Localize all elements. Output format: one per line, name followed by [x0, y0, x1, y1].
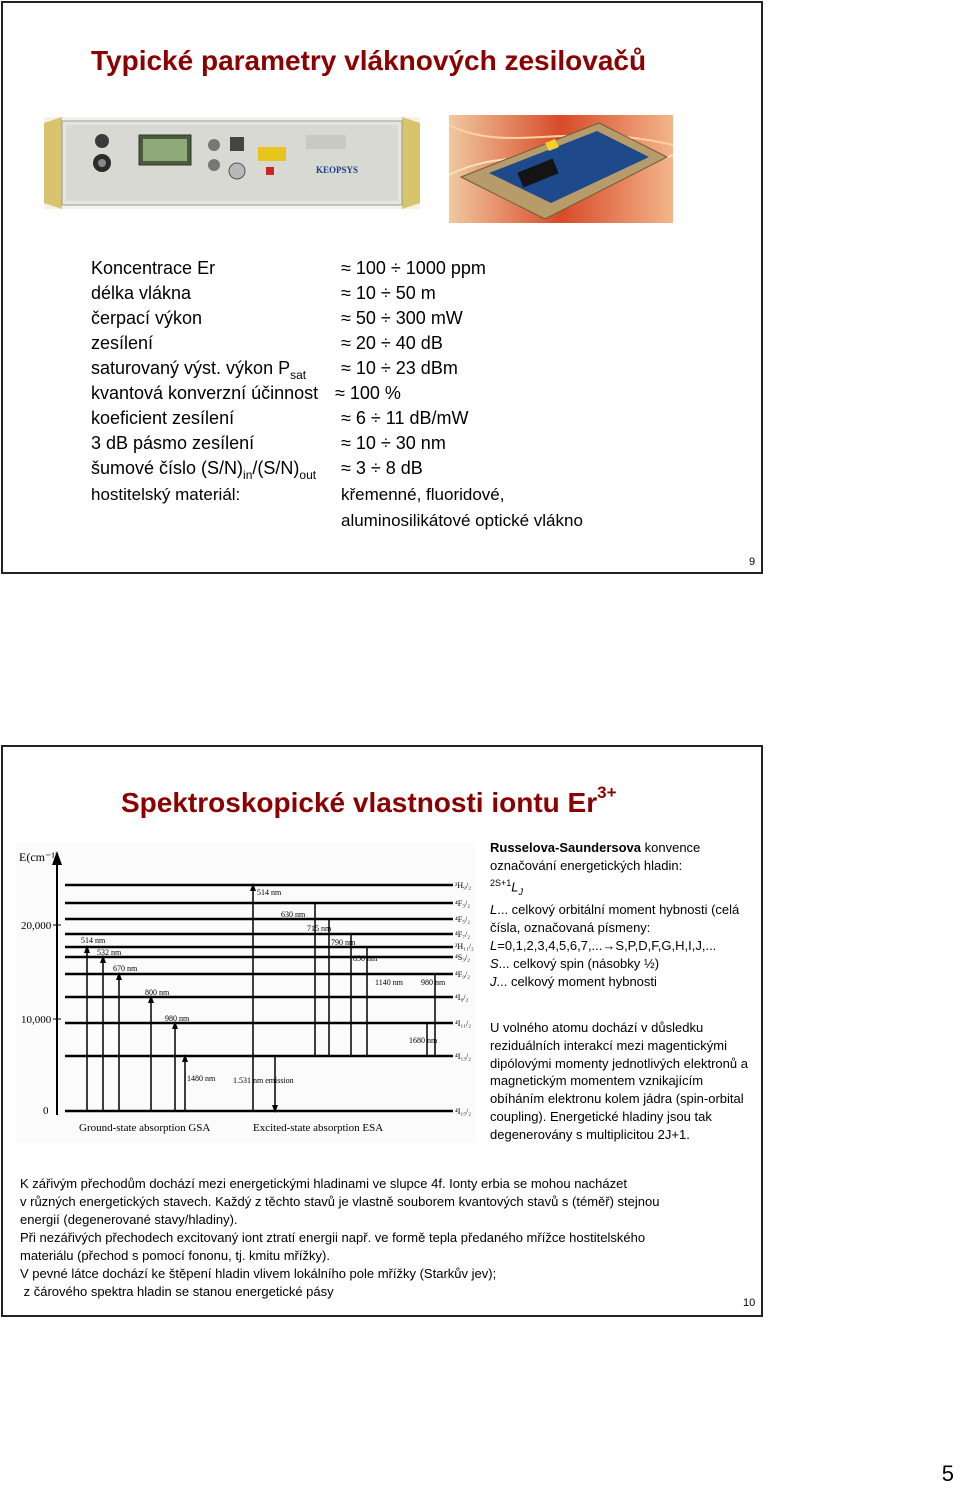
level-name: ⁴I₁₅/₂ — [455, 1107, 472, 1116]
param-label: koeficient zesílení — [91, 408, 235, 428]
param-label-subscript: sat — [290, 368, 307, 382]
symbol-S: S — [490, 955, 499, 971]
bottom-text-line: V pevné látce dochází ke štěpení hladin vlivem lokálního pole mřížky (Starkův jev); — [20, 1266, 497, 1281]
wavelength-label: 790 nm — [331, 938, 356, 947]
param-value: ≈ 10 ÷ 23 dBm — [341, 358, 458, 378]
notation-L-series-text: =0,1,2,3,4,5,6,7,...→S,P,D,F,G,H,I,J,... — [497, 937, 717, 953]
param-value: ≈ 3 ÷ 8 dB — [341, 458, 423, 478]
param-label: délka vlákna — [91, 283, 192, 303]
energy-level-diagram — [15, 843, 475, 1143]
param-value: ≈ 20 ÷ 40 dB — [341, 333, 443, 353]
param-label-subscript: out — [299, 468, 317, 482]
param-label-subscript: in — [243, 468, 253, 482]
bottom-text-line: z čárového spektra hladin se stanou energetické pásy — [20, 1284, 334, 1299]
param-label: čerpací výkon — [91, 308, 203, 328]
symbol-L: L — [490, 902, 498, 918]
amplifier-module-photo — [449, 115, 673, 223]
formula-superscript: 2S+1 — [490, 877, 512, 888]
notation-J-text: ... celkový moment hybnosti — [496, 973, 657, 989]
wavelength-label: 800 nm — [145, 988, 170, 997]
slide-parameters — [1, 1, 763, 574]
param-value: ≈ 6 ÷ 11 dB/mW — [341, 408, 469, 428]
param-value: ≈ 100 ÷ 1000 ppm — [341, 258, 486, 278]
notation-heading-text: konvence označování energetických hladin: — [490, 840, 701, 873]
amplifier-brand-label: KEOPSYS — [316, 165, 359, 175]
sheet-page-number: 5 — [941, 1461, 954, 1486]
notation-L — [490, 901, 750, 937]
title-main: Spektroskopické vlastnosti iontu Er — [121, 787, 598, 818]
wavelength-label: 670 nm — [113, 964, 138, 973]
slide-title: Typické parametry vláknových zesilovačů — [91, 45, 647, 76]
bottom-text-block — [20, 1175, 755, 1301]
bottom-text-line: Při nezářivých přechodech excitovaný iont ztratí energii např. ve formě tepla předaného mřížce hostitelského — [20, 1230, 646, 1245]
wavelength-label: 850 nm — [353, 954, 378, 963]
bottom-text-line: materiálu (přechod s pomocí fononu, tj. kmitu mřížky). — [20, 1248, 330, 1263]
level-name: ⁴S₃/₂ — [455, 953, 471, 962]
esa-caption: Excited-state absorption ESA — [253, 1122, 384, 1134]
bottom-text-line: v různých energetických stavech. Každý z těchto stavů je vlastně souborem kvantových stavů s (téměř) stejnou — [20, 1194, 660, 1209]
notation-heading-bold: Russelova-Saundersova — [490, 840, 642, 855]
gsa-caption: Ground-state absorption GSA — [79, 1122, 211, 1134]
wavelength-label: 980 nm — [165, 1014, 190, 1023]
energy-tick-label: 10,000 — [21, 1014, 52, 1026]
energy-tick-label: 0 — [43, 1105, 49, 1117]
param-label-part: šumové číslo (S/N) — [91, 458, 244, 478]
wavelength-label: 514 nm — [257, 888, 282, 897]
notation-heading — [490, 839, 750, 875]
param-label: zesílení — [91, 333, 154, 353]
param-label: 3 dB pásmo zesílení — [91, 433, 255, 453]
symbol-L: L — [490, 937, 498, 953]
title-superscript: 3+ — [597, 783, 617, 802]
wavelength-label: 514 nm — [81, 936, 106, 945]
param-label-main: saturovaný výst. výkon P — [91, 358, 291, 378]
formula-L: L — [511, 878, 519, 894]
wavelength-label: 980 nm — [421, 978, 446, 987]
param-label-part: /(S/N) — [252, 458, 300, 478]
notation-J — [490, 973, 750, 991]
emission-label: 1.531 nm emission — [233, 1076, 294, 1085]
wavelength-label: 1680 nm — [409, 1036, 438, 1045]
level-name: ⁴I₁₁/₂ — [455, 1019, 472, 1028]
level-name: ⁴F₃/₂ — [455, 899, 471, 908]
param-label: kvantová konverzní účinnost — [91, 383, 319, 403]
slide-title — [121, 783, 617, 819]
param-value: ≈ 100 % — [335, 383, 401, 403]
level-name: ⁴I₉/₂ — [455, 993, 469, 1002]
level-name: ²H₁₁/₂ — [455, 942, 474, 951]
symbol-J: J — [490, 973, 497, 989]
slide-page-number: 10 — [743, 1297, 756, 1309]
param-value: ≈ 10 ÷ 50 m — [341, 283, 436, 303]
slide-page-number: 9 — [749, 556, 756, 568]
param-value: ≈ 10 ÷ 30 nm — [341, 433, 446, 453]
notation-S-text: ... celkový spin (násobky ½) — [498, 955, 660, 971]
param-value: ≈ 50 ÷ 300 mW — [341, 308, 463, 328]
bottom-text-line: K zářivým přechodům dochází mezi energetickými hladinami ve slupce 4f. Ionty erbia se mohou nacházet — [20, 1176, 627, 1191]
wavelength-label: 532 nm — [97, 948, 122, 957]
wavelength-label: 1140 nm — [375, 978, 403, 987]
level-name: ⁴F₉/₂ — [455, 970, 471, 979]
bottom-text-line: energií (degenerované stavy/hladiny). — [20, 1212, 238, 1227]
amplifier-rack-photo — [44, 117, 420, 209]
param-label: hostitelský materiál: — [91, 485, 241, 504]
level-name: ⁴F₅/₂ — [455, 915, 471, 924]
formula-J: J — [518, 886, 524, 897]
slide-spectroscopy — [1, 745, 763, 1317]
wavelength-label: 715 nm — [307, 924, 332, 933]
level-name: ⁴F₇/₂ — [455, 930, 471, 939]
notation-block — [490, 839, 750, 990]
notation-L-series — [490, 937, 750, 955]
coupling-paragraph: U volného atomu dochází v důsledku reziduálních interakcí mezi magentickými dipólovými momenty jednotlivých elektronů a magnetickým momentem vznikajícím obíháním elektronu kolem jádra (spin-orbital coupling). Energetické hladiny jsou tak degenerovány s multiplicitou 2J+1. — [490, 1020, 748, 1142]
term-symbol-formula — [490, 875, 750, 902]
level-name: ⁴I₁₃/₂ — [455, 1052, 472, 1061]
energy-tick-label: 20,000 — [21, 920, 52, 932]
energy-axis-label: E(cm⁻¹) — [19, 850, 59, 864]
param-value: křemenné, fluoridové, — [341, 485, 505, 504]
param-value: aluminosilikátové optické vlákno — [341, 511, 583, 530]
wavelength-label: 1480 nm — [187, 1074, 216, 1083]
notation-S — [490, 955, 750, 973]
param-label: Koncentrace Er — [91, 258, 216, 278]
notation-L-text: ... celkový orbitální moment hybnosti (celá čísla, označovaná písmeny: — [490, 902, 740, 936]
formula-subscript — [519, 887, 524, 897]
level-name: ²H₉/₂ — [455, 881, 471, 890]
wavelength-label: 630 nm — [281, 910, 306, 919]
